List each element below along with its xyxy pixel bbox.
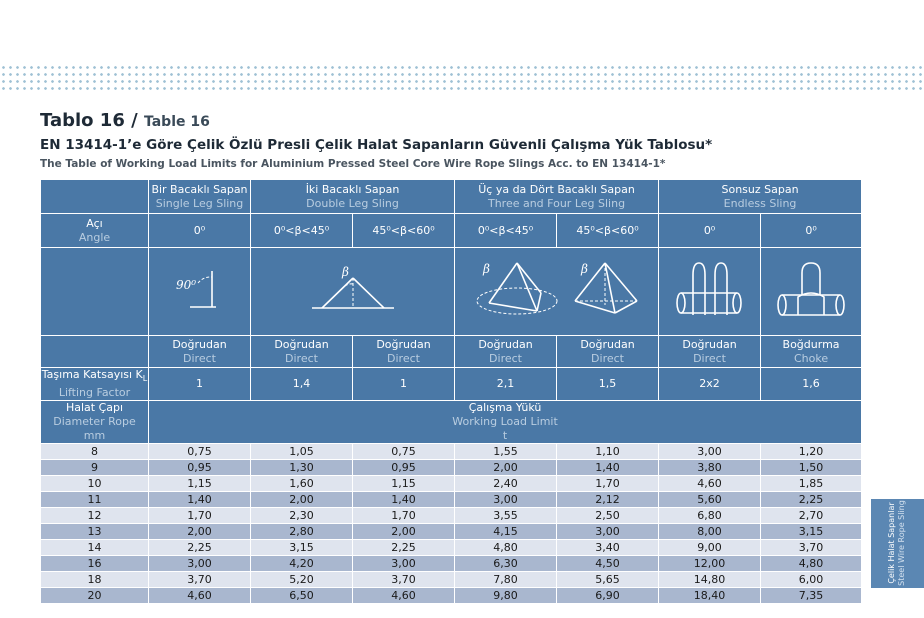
- load-cell: 4,80: [761, 556, 862, 572]
- load-cell: 0,75: [353, 444, 455, 460]
- method-cell: Doğrudan Direct: [353, 336, 455, 368]
- factor-cell: 1,5: [557, 368, 659, 401]
- load-cell: 4,80: [455, 540, 557, 556]
- load-cell: 2,00: [353, 524, 455, 540]
- table-row: [41, 508, 862, 524]
- load-cell: 18,40: [659, 588, 761, 604]
- load-cell: 3,70: [353, 572, 455, 588]
- table-row: [41, 444, 862, 460]
- factor-cell: 1,4: [251, 368, 353, 401]
- side-tab-tr: Çelik Halat Sapanlar: [887, 502, 896, 584]
- load-cell: 3,00: [557, 524, 659, 540]
- method-cell: Doğrudan Direct: [557, 336, 659, 368]
- load-cell: 2,80: [251, 524, 353, 540]
- table-label-en: Table 16: [143, 114, 210, 130]
- load-cell: 1,50: [761, 460, 862, 476]
- load-cell: 1,30: [251, 460, 353, 476]
- load-cell: 3,00: [149, 556, 251, 572]
- load-cell: 3,00: [455, 492, 557, 508]
- angle-cell: 0⁰<β<45⁰: [455, 214, 557, 248]
- load-cell: 1,40: [557, 460, 659, 476]
- title-en: The Table of Working Load Limits for Aluminium Pressed Steel Core Wire Rope Slings Acc. to EN 13414-1*: [40, 158, 666, 170]
- load-cell: 4,20: [251, 556, 353, 572]
- table-row: [41, 460, 862, 476]
- method-corner: [41, 336, 149, 368]
- load-cell: 3,70: [149, 572, 251, 588]
- load-cell: 0,95: [149, 460, 251, 476]
- load-cell: 2,30: [251, 508, 353, 524]
- load-cell: 1,60: [251, 476, 353, 492]
- diameter-cell: 18: [41, 572, 149, 588]
- load-cell: 3,15: [761, 524, 862, 540]
- load-cell: 2,25: [149, 540, 251, 556]
- diameter-cell: 12: [41, 508, 149, 524]
- method-cell: Boğdurma Choke: [761, 336, 862, 368]
- table-row: [41, 572, 862, 588]
- side-tab-en: Steel Wire Rope Sling: [897, 500, 906, 586]
- load-cell: 8,00: [659, 524, 761, 540]
- load-cell: 1,40: [353, 492, 455, 508]
- beta-label: β: [482, 261, 490, 276]
- group-single: Bir Bacaklı Sapan Single Leg Sling: [149, 180, 251, 214]
- table-row: [41, 588, 862, 604]
- angle-row: [41, 214, 862, 248]
- factor-cell: 1: [353, 368, 455, 401]
- load-cell: 7,35: [761, 588, 862, 604]
- load-cell: 3,00: [353, 556, 455, 572]
- method-cell: Doğrudan Direct: [659, 336, 761, 368]
- diameter-label: Halat Çapı Diameter Rope mm: [41, 401, 149, 444]
- multi-leg-diagram: [455, 248, 659, 336]
- beta-label: β: [341, 264, 349, 279]
- diameter-cell: 20: [41, 588, 149, 604]
- load-table: [40, 179, 862, 604]
- diagram-row: [41, 248, 862, 336]
- load-cell: 4,50: [557, 556, 659, 572]
- table-row: [41, 476, 862, 492]
- load-cell: 6,30: [455, 556, 557, 572]
- load-cell: 1,70: [353, 508, 455, 524]
- load-cell: 2,50: [557, 508, 659, 524]
- title-tr: EN 13414-1’e Göre Çelik Özlü Presli Çelik Halat Sapanların Güvenli Çalışma Yük Tablosu*: [40, 137, 713, 153]
- diameter-cell: 11: [41, 492, 149, 508]
- factor-cell: 1: [149, 368, 251, 401]
- load-cell: 1,05: [251, 444, 353, 460]
- load-cell: 0,95: [353, 460, 455, 476]
- load-cell: 5,65: [557, 572, 659, 588]
- diameter-cell: 13: [41, 524, 149, 540]
- factor-cell: 2,1: [455, 368, 557, 401]
- table-row: [41, 556, 862, 572]
- load-cell: 1,10: [557, 444, 659, 460]
- load-cell: 7,80: [455, 572, 557, 588]
- load-cell: 2,70: [761, 508, 862, 524]
- load-cell: 3,15: [251, 540, 353, 556]
- load-cell: 5,20: [251, 572, 353, 588]
- load-cell: 2,12: [557, 492, 659, 508]
- diameter-cell: 16: [41, 556, 149, 572]
- endless-choke-diagram: [761, 248, 862, 336]
- table-row: [41, 492, 862, 508]
- load-cell: 14,80: [659, 572, 761, 588]
- load-cell: 1,15: [149, 476, 251, 492]
- beta-label: β: [580, 261, 588, 276]
- load-cell: 3,70: [761, 540, 862, 556]
- load-cell: 3,00: [659, 444, 761, 460]
- load-cell: 1,70: [149, 508, 251, 524]
- load-cell: 1,20: [761, 444, 862, 460]
- dotted-band: [0, 64, 924, 94]
- load-cell: 2,00: [149, 524, 251, 540]
- angle-cell: 0⁰<β<45⁰: [251, 214, 353, 248]
- double-leg-diagram: [251, 248, 455, 336]
- load-cell: 2,00: [251, 492, 353, 508]
- title-slash: /: [131, 110, 138, 131]
- diagram-corner: [41, 248, 149, 336]
- working-load-label: Çalışma Yükü Working Load Limit t: [149, 401, 862, 444]
- factor-cell: 1,6: [761, 368, 862, 401]
- angle-cell: 0⁰: [659, 214, 761, 248]
- load-cell: 6,90: [557, 588, 659, 604]
- load-header-row: [41, 401, 862, 444]
- load-data-body: [41, 444, 862, 604]
- load-cell: 6,80: [659, 508, 761, 524]
- group-double: İki Bacaklı Sapan Double Leg Sling: [251, 180, 455, 214]
- single-leg-diagram: [149, 248, 251, 336]
- load-cell: 2,00: [455, 460, 557, 476]
- load-cell: 3,80: [659, 460, 761, 476]
- group-three-four: Üç ya da Dört Bacaklı Sapan Three and Four Leg Sling: [455, 180, 659, 214]
- angle-cell: 0⁰: [149, 214, 251, 248]
- load-cell: 4,60: [353, 588, 455, 604]
- load-cell: 1,40: [149, 492, 251, 508]
- table-row: [41, 524, 862, 540]
- diameter-cell: 8: [41, 444, 149, 460]
- angle-cell: 45⁰<β<60⁰: [557, 214, 659, 248]
- load-cell: 9,80: [455, 588, 557, 604]
- load-cell: 5,60: [659, 492, 761, 508]
- load-cell: 3,55: [455, 508, 557, 524]
- method-row: [41, 336, 862, 368]
- method-cell: Doğrudan Direct: [251, 336, 353, 368]
- factor-label: Taşıma Katsayısı $K_L$ Lifting Factor: [41, 368, 148, 400]
- load-cell: 1,15: [353, 476, 455, 492]
- method-cell: Doğrudan Direct: [149, 336, 251, 368]
- angle-cell: 45⁰<β<60⁰: [353, 214, 455, 248]
- diameter-cell: 10: [41, 476, 149, 492]
- angle-label: Açı Angle: [41, 214, 149, 248]
- diameter-cell: 9: [41, 460, 149, 476]
- factor-cell: 2x2: [659, 368, 761, 401]
- diameter-cell: 14: [41, 540, 149, 556]
- load-cell: 2,40: [455, 476, 557, 492]
- side-tab[interactable]: [871, 499, 924, 588]
- load-cell: 6,00: [761, 572, 862, 588]
- load-cell: 0,75: [149, 444, 251, 460]
- factor-row: [41, 368, 862, 401]
- load-cell: 3,40: [557, 540, 659, 556]
- method-cell: Doğrudan Direct: [455, 336, 557, 368]
- angle-cell: 0⁰: [761, 214, 862, 248]
- load-cell: 2,25: [353, 540, 455, 556]
- load-cell: 1,55: [455, 444, 557, 460]
- load-cell: 4,60: [659, 476, 761, 492]
- load-cell: 2,25: [761, 492, 862, 508]
- load-cell: 9,00: [659, 540, 761, 556]
- load-cell: 1,70: [557, 476, 659, 492]
- table-row: [41, 540, 862, 556]
- group-header-row: [41, 180, 862, 214]
- corner-cell: [41, 180, 149, 214]
- load-cell: 6,50: [251, 588, 353, 604]
- load-cell: 4,60: [149, 588, 251, 604]
- page-title: [40, 110, 210, 131]
- angle-90-label: 90⁰: [175, 277, 196, 292]
- table-label-tr: Tablo 16: [40, 110, 125, 131]
- load-cell: 1,85: [761, 476, 862, 492]
- load-cell: 12,00: [659, 556, 761, 572]
- endless-direct-diagram: [659, 248, 761, 336]
- load-cell: 4,15: [455, 524, 557, 540]
- group-endless: Sonsuz Sapan Endless Sling: [659, 180, 862, 214]
